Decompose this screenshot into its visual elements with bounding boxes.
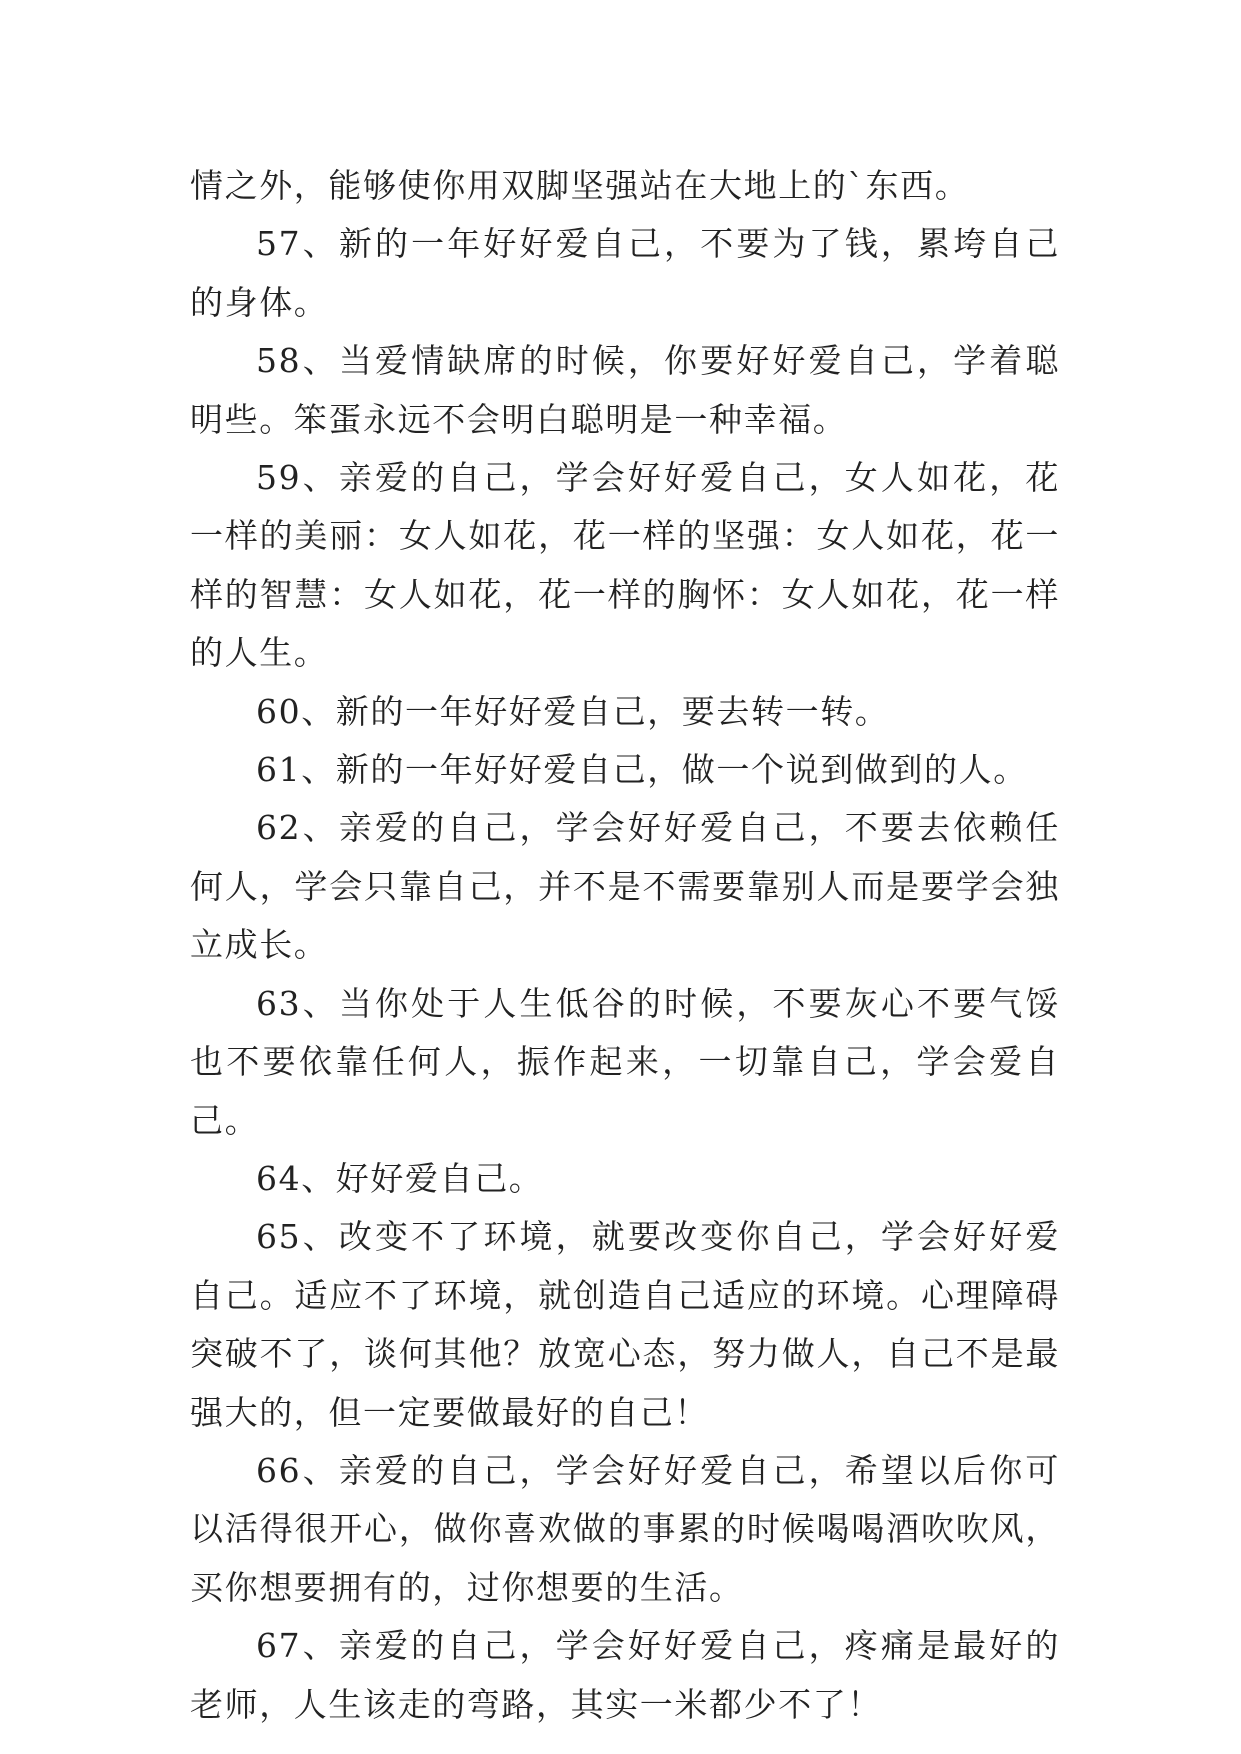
- paragraph-62: 62、亲爱的自己，学会好好爱自己，不要去依赖任何人，学会只靠自己，并不是不需要靠别人而是要学会独立成长。: [190, 808, 1060, 965]
- paragraph-66: 66、亲爱的自己，学会好好爱自己，希望以后你可以活得很开心，做你喜欢做的事累的时候喝喝酒吹吹风，买你想要拥有的，过你想要的生活。: [190, 1450, 1060, 1607]
- paragraph-57: 57、新的一年好好爱自己，不要为了钱，累垮自己的身体。: [190, 224, 1060, 322]
- document-body: [190, 157, 1060, 1734]
- paragraph-65: 65、改变不了环境，就要改变你自己，学会好好爱自己。适应不了环境，就创造自己适应的环境。心理障碍突破不了，谈何其他？放宽心态，努力做人，自己不是最强大的，但一定要做最好的自己！: [190, 1217, 1060, 1432]
- paragraph-63: 63、当你处于人生低谷的时候，不要灰心不要气馁也不要依靠任何人，振作起来，一切靠自己，学会爱自己。: [190, 983, 1060, 1140]
- paragraph-59: 59、亲爱的自己，学会好好爱自己，女人如花，花一样的美丽：女人如花，花一样的坚强：女人如花，花一样的智慧：女人如花，花一样的胸怀：女人如花，花一样的人生。: [190, 458, 1060, 673]
- paragraph-64: 64、好好爱自己。: [256, 1158, 544, 1198]
- paragraph-60: 60、新的一年好好爱自己，要去转一转。: [256, 691, 890, 731]
- paragraph-61: 61、新的一年好好爱自己，做一个说到做到的人。: [256, 750, 1028, 790]
- paragraph-continuation: 情之外，能够使你用双脚坚强站在大地上的`东西。: [190, 166, 970, 205]
- paragraph-67: 67、亲爱的自己，学会好好爱自己，疼痛是最好的老师，人生该走的弯路，其实一米都少不了！: [190, 1626, 1060, 1724]
- paragraph-58: 58、当爱情缺席的时候，你要好好爱自己，学着聪明些。笨蛋永远不会明白聪明是一种幸福。: [190, 341, 1060, 439]
